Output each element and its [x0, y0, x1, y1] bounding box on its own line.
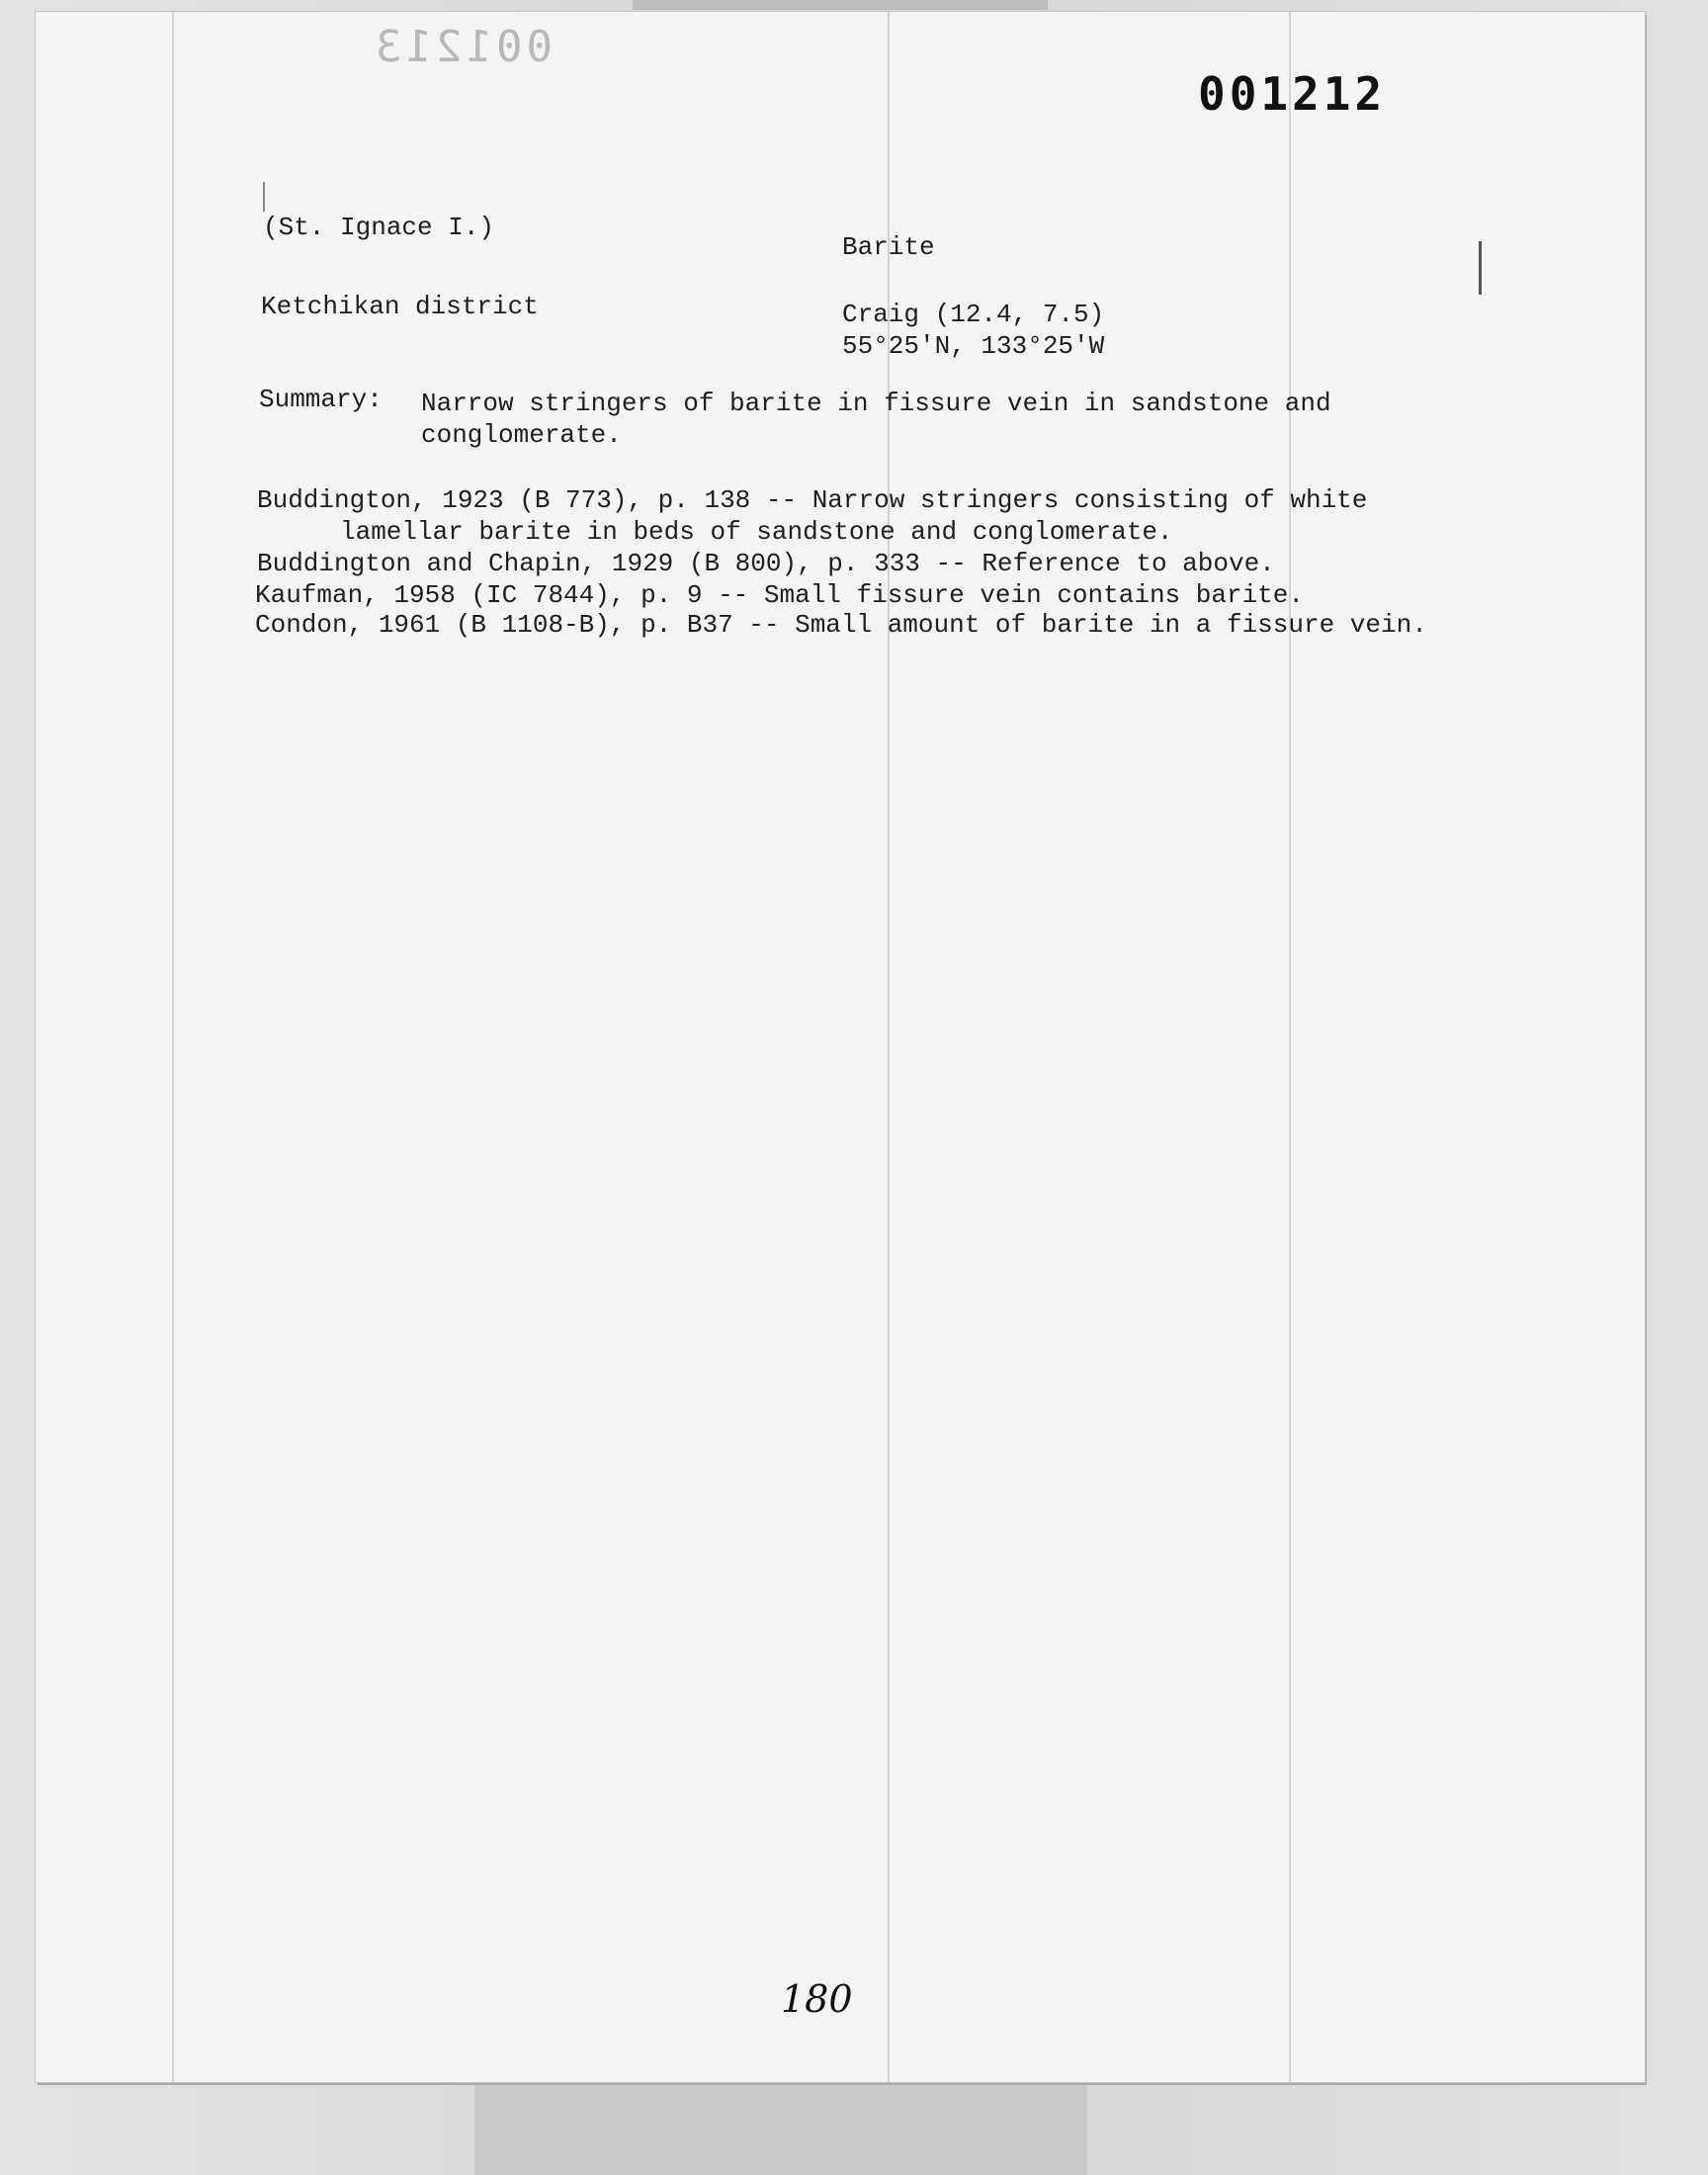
- header-coordinates: 55°25'N, 133°25'W: [842, 331, 1105, 361]
- scanner-stripe-bottom: [474, 2082, 1087, 2175]
- reference-3: Kaufman, 1958 (IC 7844), p. 9 -- Small fissure vein contains barite.: [255, 580, 1304, 610]
- fold-line-left: [172, 12, 174, 2082]
- header-quadrangle: Craig (12.4, 7.5): [842, 300, 1105, 329]
- document-page: [36, 12, 1645, 2082]
- mirrored-stamp-number: 001213: [372, 22, 553, 72]
- reference-2: Buddington and Chapin, 1929 (B 800), p. 333 -- Reference to above.: [257, 549, 1275, 578]
- reference-1-line-1: Buddington, 1923 (B 773), p. 138 -- Narrow stringers consisting of white: [257, 485, 1368, 515]
- scanner-stripe-top: [633, 0, 1048, 10]
- summary-label: Summary:: [259, 385, 383, 414]
- fold-line-right: [1289, 12, 1291, 2082]
- handwritten-page-number: 180: [781, 1977, 853, 2021]
- header-location: (St. Ignace I.): [263, 213, 495, 242]
- reference-1-line-2: lamellar barite in beds of sandstone and conglomerate.: [340, 517, 1173, 547]
- reference-4: Condon, 1961 (B 1108-B), p. B37 -- Small amount of barite in a fissure vein.: [255, 610, 1427, 640]
- margin-mark-left: [263, 182, 265, 212]
- summary-line-2: conglomerate.: [421, 420, 622, 450]
- header-district: Ketchikan district: [261, 292, 539, 321]
- document-number-stamp: 001212: [1198, 67, 1387, 121]
- summary-line-1: Narrow stringers of barite in fissure vein in sandstone and: [421, 389, 1331, 418]
- margin-mark-right: [1479, 241, 1482, 295]
- header-commodity: Barite: [842, 232, 935, 262]
